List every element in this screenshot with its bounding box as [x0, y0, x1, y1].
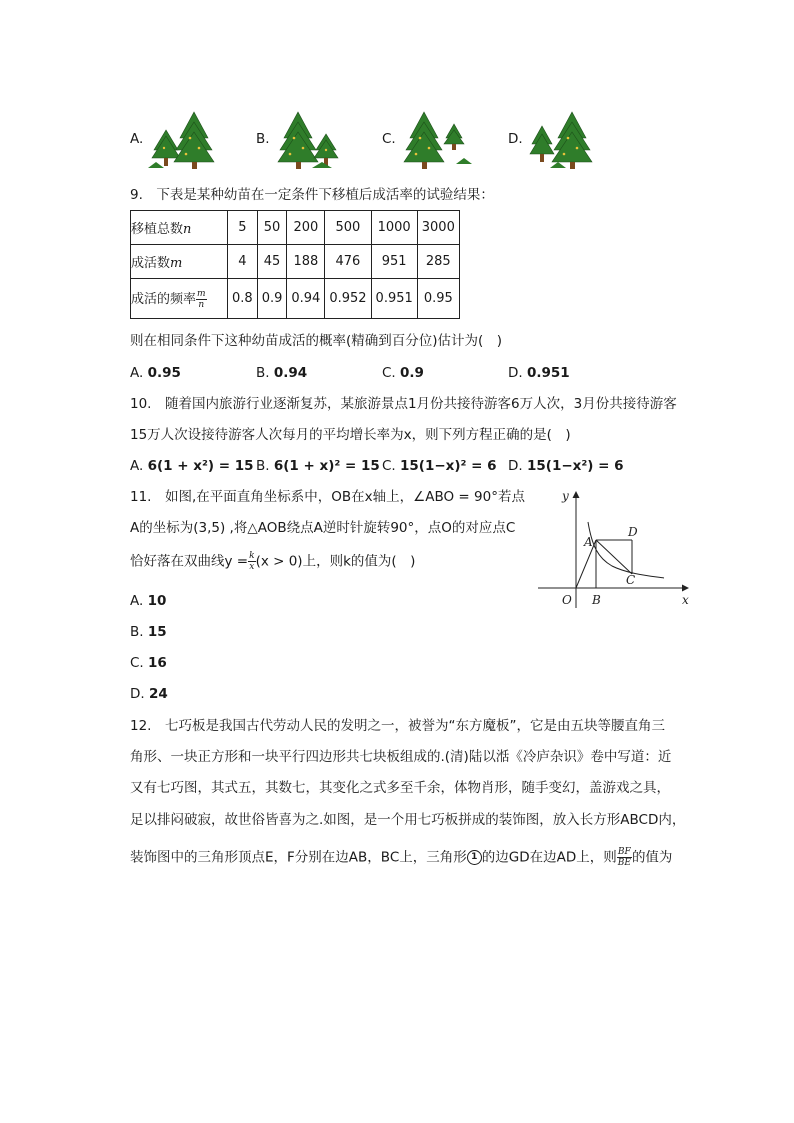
table-cell: 476: [325, 245, 371, 279]
q12-stem-line4: 足以排闷破寂，故世俗皆喜为之.如图，是一个用七巧板拼成的装饰图，放入长方形ABCD内，: [130, 812, 686, 828]
table-cell: 5: [228, 211, 258, 245]
q11-stem-line2: A的坐标为(3,5) ,将△AOB绕点A逆时针旋转90°，点O的对应点C: [130, 520, 516, 536]
q12-stem-line1: 12. 七巧板是我国古代劳动人民的发明之一，被誉为“东方魔板”，它是由五块等腰直角三: [130, 718, 665, 734]
table-cell: 0.952: [325, 279, 371, 319]
q10-option-c: C. 15(1−x)² = 6: [382, 458, 497, 474]
table-row-header: 成活的频率 $\frac{m}{n}$: [131, 279, 228, 319]
table-cell: 45: [257, 245, 287, 279]
table-row-header: 成活数m: [131, 245, 228, 279]
q11-option-c: C. 16: [130, 655, 167, 671]
table-cell: 0.94: [287, 279, 325, 319]
q9-option-b: B. 0.94: [256, 365, 308, 381]
q9-stem: 9. 下表是某种幼苗在一定条件下移植后成活率的试验结果：: [130, 187, 494, 203]
table-row-header: 移植总数n: [131, 211, 228, 245]
q8-option-c-tree-image: [398, 108, 472, 170]
table-cell: 951: [371, 245, 417, 279]
q8-option-d-tree-image: [524, 108, 594, 170]
table-cell: 0.9: [257, 279, 287, 319]
q12-stem-line5: 装饰图中的三角形顶点E，F分别在边AB，BC上，三角形 1 的边GD在边AD上，则 $\frac{BF}{BE}$ 的值为: [130, 847, 673, 868]
table-cell: 0.8: [228, 279, 258, 319]
table-cell: 500: [325, 211, 371, 245]
table-cell: 188: [287, 245, 325, 279]
q9-option-a: A. 0.95: [130, 365, 181, 381]
label-a: A: [584, 535, 593, 549]
q12-stem-line2: 角形、一块正方形和一块平行四边形共七块板组成的.(清)陆以湉《冷庐杂识》卷中写道：近: [130, 749, 672, 765]
q10-stem-line1: 10. 随着国内旅游行业逐渐复苏，某旅游景点1月份共接待游客6万人次，3月份共接待游客: [130, 396, 677, 412]
circled-number-icon: 1: [467, 850, 482, 865]
table-cell: 50: [257, 211, 287, 245]
q9-data-table: [130, 210, 460, 319]
q11-stem-line3: 恰好落在双曲线y = $\frac{k}{x}$ (x > 0)上，则k的值为( ): [130, 551, 416, 572]
q11-stem-line1: 11. 如图,在平面直角坐标系中，OB在x轴上，∠ABO = 90°若点: [130, 489, 525, 505]
table-cell: 3000: [417, 211, 459, 245]
q8-option-c-letter: C.: [382, 131, 396, 147]
q11-option-a: A. 10: [130, 593, 167, 609]
q11-option-d: D. 24: [130, 686, 168, 702]
q10-option-a: A. 6(1 + x²) = 15: [130, 458, 254, 474]
q10-stem-line2: 15万人次设接待游客人次每月的平均增长率为x，则下列方程正确的是( ): [130, 427, 571, 443]
q9-option-c: C. 0.9: [382, 365, 424, 381]
q11-coordinate-figure: [530, 484, 700, 612]
q12-stem-line3: 又有七巧图，其式五，其数七，其变化之式多至千余，体物肖形，随手变幻，盖游戏之具，: [130, 780, 670, 796]
q8-option-d-letter: D.: [508, 131, 523, 147]
table-cell: 1000: [371, 211, 417, 245]
q8-option-b-tree-image: [272, 108, 342, 170]
label-y: y: [562, 489, 569, 503]
label-c: C: [626, 573, 636, 587]
q8-option-a-letter: A.: [130, 131, 144, 147]
q8-option-a-tree-image: [146, 108, 216, 170]
table-cell: 0.95: [417, 279, 459, 319]
label-o: O: [562, 593, 572, 607]
table-cell: 285: [417, 245, 459, 279]
table-cell: 0.951: [371, 279, 417, 319]
q10-option-b: B. 6(1 + x)² = 15: [256, 458, 380, 474]
table-cell: 4: [228, 245, 258, 279]
label-d: D: [628, 525, 638, 539]
hyperbola-curve: [588, 522, 664, 578]
label-b: B: [592, 593, 601, 607]
label-x: x: [682, 593, 689, 607]
q9-option-d: D. 0.951: [508, 365, 570, 381]
q11-option-b: B. 15: [130, 624, 167, 640]
q9-question: 则在相同条件下这种幼苗成活的概率(精确到百分位)估计为( ): [130, 333, 503, 349]
q8-option-b-letter: B.: [256, 131, 270, 147]
q10-option-d: D. 15(1−x²) = 6: [508, 458, 624, 474]
table-cell: 200: [287, 211, 325, 245]
